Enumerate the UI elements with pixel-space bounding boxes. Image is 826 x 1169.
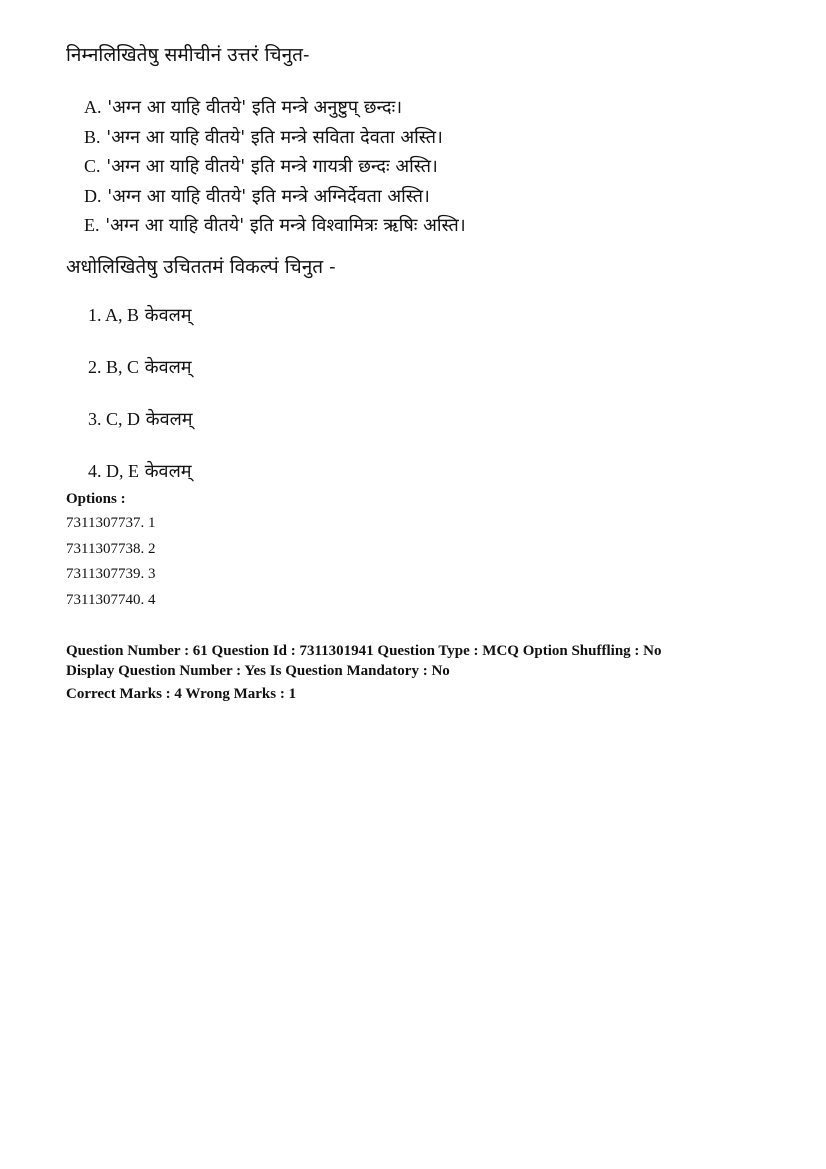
statement-item bbox=[84, 211, 466, 241]
choice-item bbox=[88, 406, 193, 458]
statement-label: A. bbox=[84, 97, 102, 117]
question-prompt: निम्नलिखितेषु समीचीनं उत्तरं चिनुत- bbox=[66, 44, 310, 66]
option-id-item: 7311307739. 3 bbox=[66, 566, 156, 582]
choice-label: 1. A, B bbox=[88, 305, 140, 325]
option-id-item: 7311307737. 1 bbox=[66, 515, 156, 531]
question-meta-line-3: Correct Marks : 4 Wrong Marks : 1 bbox=[66, 686, 297, 702]
question-instruction: अधोलिखितेषु उचिततमं विकल्पं चिनुत - bbox=[66, 256, 336, 278]
statement-item bbox=[84, 182, 466, 212]
statement-item bbox=[84, 123, 466, 153]
statement-label: B. bbox=[84, 126, 101, 147]
choice-list bbox=[88, 302, 193, 510]
options-heading: Options : bbox=[66, 491, 126, 507]
choice-label: 2. B, C bbox=[88, 357, 140, 377]
question-meta-line-2: Display Question Number : Yes Is Question Mandatory : No bbox=[66, 663, 450, 679]
choice-text: केवलम् bbox=[144, 461, 192, 482]
choice-text: केवलम् bbox=[145, 409, 193, 430]
option-id-list bbox=[66, 511, 155, 613]
question-meta-line-1: Question Number : 61 Question Id : 7311301941 Question Type : MCQ Option Shuffling : No bbox=[66, 643, 662, 659]
statement-text: 'अग्न आ याहि वीतये' इति मन्त्रे अनुष्टुप् छन्दः। bbox=[107, 97, 403, 118]
statement-text: 'अग्न आ याहि वीतये' इति मन्त्रे विश्वामित्रः ऋषिः अस्ति। bbox=[105, 215, 466, 236]
option-id-item: 7311307738. 2 bbox=[66, 540, 156, 557]
statement-label: E. bbox=[84, 215, 100, 235]
statement-text: 'अग्न आ याहि वीतये' इति मन्त्रे गायत्री छन्दः अस्ति। bbox=[106, 156, 438, 177]
choice-item bbox=[88, 302, 193, 354]
statement-item bbox=[84, 93, 466, 123]
choice-label: 4. D, E bbox=[88, 461, 139, 481]
statement-item bbox=[84, 152, 466, 182]
choice-text: केवलम् bbox=[144, 305, 192, 326]
statement-label: C. bbox=[84, 156, 101, 176]
choice-label: 3. C, D bbox=[88, 409, 141, 429]
choice-item bbox=[88, 354, 193, 406]
statement-text: 'अग्न आ याहि वीतये' इति मन्त्रे सविता देवता अस्ति। bbox=[106, 126, 443, 148]
choice-text: केवलम् bbox=[144, 357, 192, 378]
statement-text: 'अग्न आ याहि वीतये' इति मन्त्रे अग्निर्देवता अस्ति। bbox=[107, 185, 430, 207]
option-id-item: 7311307740. 4 bbox=[66, 591, 156, 608]
statement-list bbox=[84, 93, 466, 241]
statement-label: D. bbox=[84, 185, 102, 206]
